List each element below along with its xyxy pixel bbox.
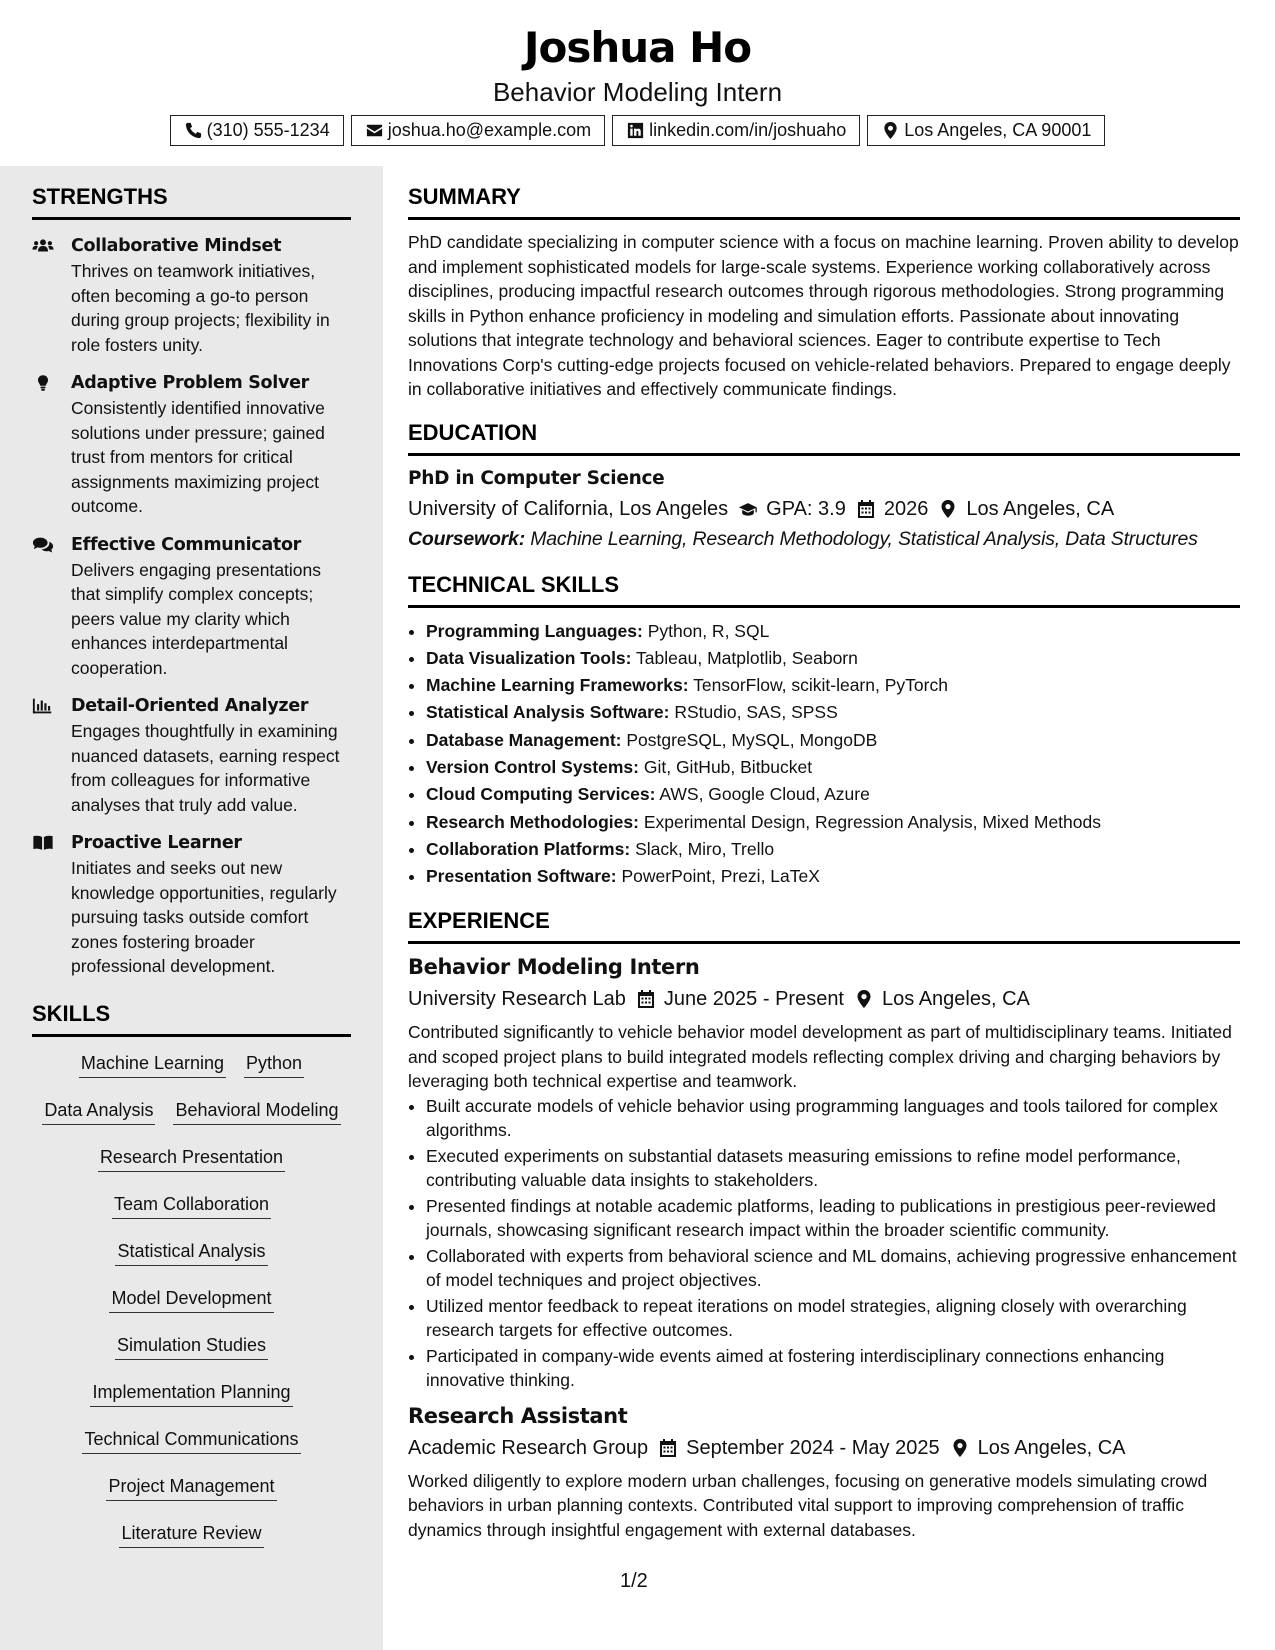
skills-heading: SKILLS (32, 1001, 351, 1037)
skill-tag: Simulation Studies (115, 1327, 268, 1360)
experience-heading: EXPERIENCE (408, 908, 1240, 944)
list-item: • Collaborated with experts from behavioral science and ML domains, achieving progressive enhancement of model techniques and project objectives. (426, 1244, 1240, 1293)
gpa: GPA: 3.9 (766, 497, 846, 520)
strength-title: Proactive Learner (71, 833, 242, 853)
job-entry (408, 1401, 1240, 1543)
list-item (426, 727, 1240, 754)
list-item (426, 645, 1240, 672)
strength-desc: Delivers engaging presentations that simplify complex concepts; peers value my clarity which enhances interdepartmental cooperation. (71, 559, 322, 678)
summary-text: PhD candidate specializing in computer science with a focus on machine learning. Proven ability to develop and implement sophisticated models for large-scale systems. Experience working collaboratively across disciplines, producing impactful research outcomes through rigorous methodologies. Strong programming skills in Python enhance proficiency in modeling and simulation efforts. Passionate about innovating solutions that integrate technology and behavioral sciences. Eager to contribute expertise to Tech Innovations Corp's cutting-edge projects focused on vehicle-related behaviors. Prepared to engage deeply in collaborative initiatives and effectively communicate findings. (408, 232, 1239, 399)
job-entry (408, 952, 1240, 1393)
strength-desc: Thrives on teamwork initiatives, often becoming a go-to person during group projects; flexibility in role fosters unity. (71, 261, 330, 355)
sidebar (0, 166, 383, 1650)
comments-icon (32, 536, 54, 554)
skill-tag: Python (244, 1045, 304, 1078)
skill-value: Git, GitHub, Bitbucket (643, 756, 813, 777)
skill-label: Collaboration Platforms: (426, 838, 631, 859)
skill-value: Tableau, Matplotlib, Seaborn (636, 647, 858, 668)
job-meta (408, 984, 1240, 1014)
list-item (426, 809, 1240, 836)
skill-label: Cloud Computing Services: (426, 784, 656, 805)
contact-location (867, 115, 1105, 146)
education-meta (408, 494, 1240, 524)
skill-value: Slack, Miro, Trello (635, 838, 775, 859)
resume-header (0, 20, 1275, 146)
list-item: • Executed experiments on substantial datasets measuring emissions to refine model performance, contributing valuable data insights to stakeholders. (426, 1144, 1240, 1193)
chart-bar-icon (32, 697, 54, 715)
skill-value: PostgreSQL, MySQL, MongoDB (626, 729, 878, 750)
list-item: • Presented findings at notable academic platforms, leading to publications in prestigious peer-reviewed journals, showcasing significant research impact within the broader scientific community. (426, 1194, 1240, 1243)
education-location: Los Angeles, CA (966, 497, 1115, 520)
strength-item (32, 371, 351, 519)
strength-title: Adaptive Problem Solver (71, 373, 309, 393)
contact-email (351, 115, 605, 146)
phone-icon (184, 121, 203, 140)
job-title: Behavior Modeling Intern (408, 955, 700, 980)
contact-bar (0, 115, 1275, 146)
experience-section (408, 908, 1240, 1542)
strength-desc: Consistently identified innovative solutions under pressure; gained trust from mentors for critical assignments maximizing project outcome. (71, 398, 325, 516)
skill-value: RStudio, SAS, SPSS (674, 702, 838, 723)
summary-heading: SUMMARY (408, 184, 1240, 220)
skill-tag: Literature Review (119, 1515, 263, 1548)
skill-tag: Project Management (106, 1468, 276, 1501)
job-org: University Research Lab (408, 988, 626, 1011)
skill-tag: Behavioral Modeling (173, 1092, 340, 1125)
location-icon (881, 121, 900, 140)
school: University of California, Los Angeles (408, 497, 729, 520)
degree: PhD in Computer Science (408, 467, 665, 489)
technical-skills-section (408, 572, 1240, 891)
skill-value: TensorFlow, scikit-learn, PyTorch (693, 675, 948, 696)
calendar-icon (636, 989, 656, 1009)
skill-label: Presentation Software: (426, 866, 617, 887)
job-description: Contributed significantly to vehicle behavior model development as part of multidisciplinary teams. Initiated and scoped project plans to build integrated models reflecting complex driving and charging behaviors by leveraging both technical expertise and teamwork. (408, 1022, 1232, 1092)
skill-cloud (32, 1037, 351, 1562)
skill-label: Programming Languages: (426, 620, 643, 641)
location-icon (854, 989, 874, 1009)
list-item (426, 781, 1240, 808)
book-open-icon (32, 834, 54, 852)
strength-desc: Initiates and seeks out new knowledge opportunities, regularly pursuing tasks outside comfort zones fostering broader professional development. (71, 858, 337, 976)
list-item (426, 699, 1240, 726)
skill-value: PowerPoint, Prezi, LaTeX (621, 866, 820, 887)
technical-skills-heading: TECHNICAL SKILLS (408, 572, 1240, 608)
skill-label: Version Control Systems: (426, 756, 639, 777)
skill-tag: Research Presentation (98, 1139, 285, 1172)
list-item (426, 754, 1240, 781)
strength-title: Detail-Oriented Analyzer (71, 696, 309, 716)
strength-desc: Engages thoughtfully in examining nuanced datasets, earning respect from colleagues for informative analyses that truly add value. (71, 721, 340, 815)
job-location: Los Angeles, CA (977, 1436, 1126, 1459)
candidate-name: Joshua Ho (523, 23, 752, 72)
list-item (426, 618, 1240, 645)
job-meta (408, 1433, 1240, 1463)
skill-tag: Technical Communications (82, 1421, 300, 1454)
coursework-label: Coursework: (408, 527, 525, 550)
location-icon (938, 499, 958, 519)
users-icon (32, 237, 54, 255)
skill-label: Research Methodologies: (426, 811, 639, 832)
coursework (408, 524, 1240, 554)
list-item (426, 672, 1240, 699)
page-number: 1/2 (620, 1570, 648, 1592)
envelope-icon (365, 121, 384, 140)
strengths-heading: STRENGTHS (32, 184, 351, 220)
contact-phone (170, 115, 344, 146)
strength-item (32, 694, 351, 817)
list-item: • Built accurate models of vehicle behavior using programming languages and tools tailored for complex algorithms. (426, 1094, 1240, 1143)
calendar-icon (658, 1438, 678, 1458)
education-section (408, 420, 1240, 554)
main-column (408, 166, 1240, 1542)
job-dates: June 2025 - Present (663, 988, 844, 1011)
location-text: Los Angeles, CA 90001 (904, 120, 1092, 140)
skill-tag: Implementation Planning (90, 1374, 292, 1407)
calendar-icon (856, 499, 876, 519)
linkedin-text: linkedin.com/in/joshuaho (649, 120, 847, 140)
graduation-cap-icon (738, 499, 758, 519)
strength-item (32, 831, 351, 979)
job-description: Worked diligently to explore modern urban challenges, focusing on generative models simulating crowd behaviors in urban planning contexts. Contributed vital support to improving comprehension of traffic dynamics through insightful engagement with external databases. (408, 1470, 1208, 1540)
strength-item (32, 234, 351, 357)
skill-value: Experimental Design, Regression Analysis, Mixed Methods (643, 811, 1101, 832)
linkedin-icon (626, 121, 645, 140)
skill-label: Machine Learning Frameworks: (426, 675, 689, 696)
contact-linkedin (612, 115, 860, 146)
technical-skills-list (408, 618, 1240, 891)
job-dates: September 2024 - May 2025 (686, 1436, 940, 1459)
candidate-title: Behavior Modeling Intern (492, 77, 783, 107)
skill-label: Database Management: (426, 729, 622, 750)
strength-item (32, 533, 351, 681)
job-location: Los Angeles, CA (882, 988, 1030, 1011)
skill-value: Python, R, SQL (647, 620, 770, 641)
skill-label: Data Visualization Tools: (426, 647, 632, 668)
list-item: • Utilized mentor feedback to repeat iterations on model strategies, aligning closely with overarching research targets for effective outcomes. (426, 1294, 1240, 1343)
strength-title: Collaborative Mindset (71, 236, 282, 256)
grad-year: 2026 (883, 497, 929, 520)
phone-text: (310) 555-1234 (206, 120, 330, 140)
list-item (426, 863, 1240, 890)
strength-title: Effective Communicator (71, 534, 302, 555)
job-title: Research Assistant (408, 1403, 628, 1428)
skill-tag: Data Analysis (42, 1092, 155, 1125)
skill-value: AWS, Google Cloud, Azure (659, 784, 870, 805)
list-item (426, 836, 1240, 863)
lightbulb-icon (32, 374, 54, 392)
coursework-list: Machine Learning, Research Methodology, Statistical Analysis, Data Structures (530, 527, 1198, 550)
location-icon (950, 1438, 970, 1458)
email-text: joshua.ho@example.com (387, 120, 592, 140)
skill-tag: Machine Learning (79, 1045, 226, 1078)
list-item: • Participated in company-wide events aimed at fostering interdisciplinary connections enhancing innovative thinking. (426, 1344, 1240, 1393)
skill-tag: Team Collaboration (112, 1186, 271, 1219)
education-heading: EDUCATION (408, 420, 1240, 456)
job-org: Academic Research Group (408, 1436, 649, 1459)
skill-tag: Model Development (109, 1280, 273, 1313)
summary-section (408, 184, 1240, 402)
skill-tag: Statistical Analysis (115, 1233, 267, 1266)
job-bullets (408, 1094, 1240, 1393)
skill-label: Statistical Analysis Software: (426, 702, 670, 723)
